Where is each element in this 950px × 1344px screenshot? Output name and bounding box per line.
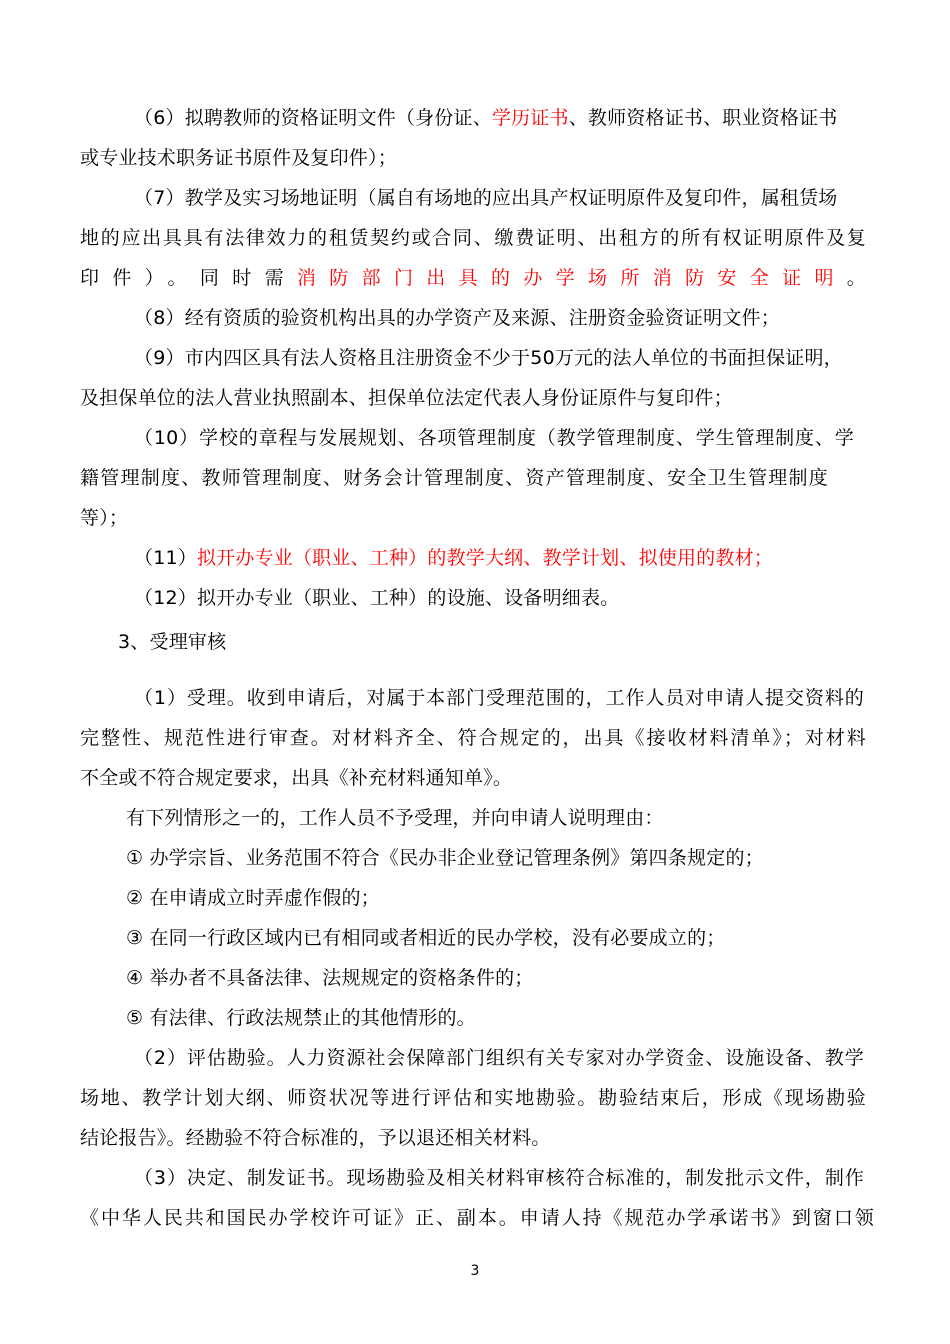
text-line bbox=[118, 630, 226, 654]
text-segment: 及担保单位的法人营业执照副本、担保单位法定代表人身份证原件与复印件； bbox=[80, 387, 733, 409]
highlighted-text: 学历证书 bbox=[491, 107, 569, 129]
text-segment: ⑤ 有法律、行政法规禁止的其他情形的。 bbox=[126, 1007, 476, 1029]
text-segment: 有下列情形之一的，工作人员不予受理，并向申请人说明理由： bbox=[126, 807, 664, 829]
text-segment: 、教师资格证书、职业资格证书 bbox=[568, 107, 838, 129]
text-line bbox=[80, 266, 866, 290]
text-segment: 完整性、规范性进行审查。对材料齐全、符合规定的，出具《接收材料清单》；对材料 bbox=[80, 727, 866, 749]
text-line bbox=[80, 506, 128, 530]
text-segment: ③ 在同一行政区域内已有相同或者相近的民办学校，没有必要成立的； bbox=[126, 927, 726, 949]
text-segment: 场地、教学计划大纲、师资状况等进行评估和实地勘验。勘验结束后，形成《现场勘验 bbox=[80, 1087, 866, 1109]
text-segment: （10）学校的章程与发展规划、各项管理制度（教学管理制度、学生管理制度、学 bbox=[134, 427, 854, 449]
text-line bbox=[126, 886, 380, 910]
text-line bbox=[80, 766, 512, 790]
text-line bbox=[134, 546, 773, 570]
text-segment: 3、受理审核 bbox=[118, 631, 227, 653]
text-segment: （7）教学及实习场地证明（属自有场地的应出具产权证明原件及复印件，属租赁场 bbox=[134, 187, 838, 209]
text-segment: 。 bbox=[846, 267, 866, 289]
text-segment: （12）拟开办专业（职业、工种）的设施、设备明细表。 bbox=[134, 587, 620, 609]
text-segment: （9）市内四区具有法人资格且注册资金不少于50万元的法人单位的书面担保证明， bbox=[134, 347, 843, 369]
text-line bbox=[126, 926, 725, 950]
text-segment: （1）受理。收到申请后，对属于本部门受理范围的，工作人员对申请人提交资料的 bbox=[134, 687, 864, 709]
text-segment: （3）决定、制发证书。现场勘验及相关材料审核符合标准的，制发批示文件，制作 bbox=[134, 1167, 864, 1189]
highlighted-text: 消防部门出具的办学场所消防安全证明 bbox=[296, 267, 847, 289]
text-line bbox=[80, 1126, 551, 1150]
text-line bbox=[80, 466, 828, 490]
text-line bbox=[134, 106, 838, 130]
text-line bbox=[126, 806, 664, 830]
text-line bbox=[80, 1086, 866, 1110]
text-line bbox=[80, 1206, 874, 1230]
text-segment: ① 办学宗旨、业务范围不符合《民办非企业登记管理条例》第四条规定的； bbox=[126, 847, 764, 869]
text-line bbox=[134, 1046, 864, 1070]
text-line bbox=[134, 586, 619, 610]
highlighted-text: 拟开办专业（职业、工种）的教学大纲、教学计划、拟使用的教材； bbox=[196, 547, 773, 569]
text-segment: ② 在申请成立时弄虚作假的； bbox=[126, 887, 380, 909]
text-segment: ④ 举办者不具备法律、法规规定的资格条件的； bbox=[126, 967, 534, 989]
text-segment: （11） bbox=[134, 547, 197, 569]
text-segment: 等）； bbox=[80, 507, 129, 529]
text-segment: 《中华人民共和国民办学校许可证》正、副本。申请人持《规范办学承诺书》到窗口领 bbox=[80, 1207, 874, 1229]
text-segment: 结论报告》。经勘验不符合标准的，予以退还相关材料。 bbox=[80, 1127, 551, 1149]
text-line bbox=[134, 686, 864, 710]
text-line bbox=[80, 226, 866, 250]
text-line bbox=[134, 1166, 864, 1190]
text-segment: 或专业技术职务证书原件及复印件）； bbox=[80, 147, 397, 169]
text-line bbox=[126, 846, 764, 870]
text-line bbox=[80, 726, 866, 750]
page-number: 3 bbox=[470, 1263, 480, 1279]
text-line bbox=[134, 346, 843, 370]
text-line bbox=[134, 306, 780, 330]
text-segment: 不全或不符合规定要求，出具《补充材料通知单》。 bbox=[80, 767, 513, 789]
text-segment: 地的应出具具有法律效力的租赁契约或合同、缴费证明、出租方的所有权证明原件及复 bbox=[80, 227, 866, 249]
text-line bbox=[80, 146, 397, 170]
text-line bbox=[126, 1006, 476, 1030]
text-line bbox=[126, 966, 533, 990]
text-segment: （8）经有资质的验资机构出具的办学资产及来源、注册资金验资证明文件； bbox=[134, 307, 780, 329]
text-segment: （2）评估勘验。人力资源社会保障部门组织有关专家对办学资金、设施设备、教学 bbox=[134, 1047, 864, 1069]
text-line bbox=[134, 186, 838, 210]
text-line bbox=[134, 426, 854, 450]
text-segment: 印件）。同时需 bbox=[80, 267, 297, 289]
text-segment: （6）拟聘教师的资格证明文件（身份证、 bbox=[134, 107, 492, 129]
text-line bbox=[80, 386, 733, 410]
text-segment: 籍管理制度、教师管理制度、财务会计管理制度、资产管理制度、安全卫生管理制度 bbox=[80, 467, 828, 489]
